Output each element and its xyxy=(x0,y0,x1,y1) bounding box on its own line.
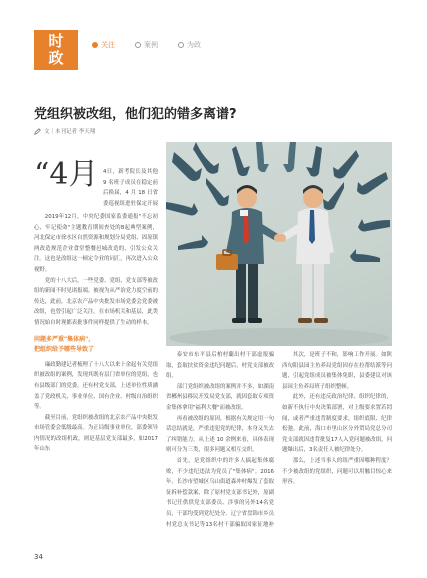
nav-item-governance[interactable] xyxy=(178,40,201,50)
section-tab xyxy=(34,30,78,70)
col2-para-3: 再看被改组的原因，根据有关规定用一句话总结就是，严重违犯党的纪律，本身又失去了纠错能力。从上述 10 余例来看，具体表现则可分为三类，很多问题又相互交织。 xyxy=(166,415,274,454)
nav-item-focus[interactable] xyxy=(92,40,115,50)
nav-item-label: 为政 xyxy=(187,41,201,49)
pen-icon xyxy=(34,128,41,135)
nav-item-cases[interactable] xyxy=(135,40,158,50)
column-1 xyxy=(34,212,158,455)
section-label-line2: 政 xyxy=(48,49,64,67)
lead-big-date: 4月 xyxy=(49,157,99,192)
col2-para-6: 此外，还有违反政治纪律、组织纪律的，如新不执行中央决策部署，对上级要求置若罔闻，或者严重违背制度要求，组织底限、纪律松弛。此前，海口市里山区分外贸局党总分司党支部就因违背批复17人入党问题被改组，问题爆出后，3名责任人被纪律处分。 xyxy=(282,394,392,454)
article-title: 党组织被改组，他们犯的错多离谱? xyxy=(34,107,237,122)
col2-para-2: 部门党组织被改组的案例并不多，如湖南省郴州县移民开发局党支部，就因套取专项资金集体拿用"福利大餐"而被改组。 xyxy=(166,383,274,411)
author-line xyxy=(34,127,95,135)
lead-para-2: 党的十八大后，一些党委、党组、党支部等被改组的新闻不时见诸报端。被视为从严治党力度空前的传达，此前，北京农产品中央批发市场党委会党委被改组，也曾引起广泛关注。在市场机关和基层，此类情况始自时现都表批事件同样提供了生动的样本。 xyxy=(34,277,159,326)
circle-bullet-icon xyxy=(135,42,141,48)
section-nav xyxy=(92,40,201,50)
col1-para-1: 廉政勤建记者梳理了十八大以来十余起有关党组织被改组的案例，发现其既有层门省单位的党组，也有县级部门的党委，还有村党支部，上述单位性质涵盖了党政机关、事业单位、国有企业、村级自治组织等。 xyxy=(34,361,159,411)
subhead-line-1: 问题多严重"集体病"， xyxy=(34,335,95,343)
lead-rest: 4日，新考院长及其他 9 名班子成员在稳定前后换届，4 月 18 日省委巡视组进驻保定开展 xyxy=(103,169,158,207)
lead-quote-mark: “ xyxy=(34,157,50,192)
lead-text-right xyxy=(103,167,158,209)
col2-para-7: 那么，上述当事人的组严重因哪种程度？不少被改组的党组织，问题可以用触目惊心来形容。 xyxy=(282,457,392,486)
nav-item-label: 关注 xyxy=(101,41,115,49)
col1-para-2: 截至目前，党组织被改组的北京农产品中央批发市场管委会低级最高。为正局级事业单位，部委领导内情况的改组机政，则是基层党支部最多，如2017年山东 xyxy=(34,414,159,453)
business-handshake-illustration xyxy=(166,142,392,346)
page-number: 34 xyxy=(34,553,43,561)
hero-illustration xyxy=(166,142,392,346)
column-2 xyxy=(166,350,274,530)
column-3 xyxy=(282,350,392,488)
nav-item-label: 案例 xyxy=(144,41,158,49)
circle-bullet-icon xyxy=(178,42,184,48)
lead-big-text xyxy=(34,157,99,192)
subhead-line-2: 把组织给予哪些导致了 xyxy=(34,346,95,354)
author-text: 文｜本刊记者 李天翔 xyxy=(44,129,96,135)
col2-para-5: 其次，是班子不和，影响工作开展。如陕西旬阳县园主鱼养局党组因存在拉帮结派等问题，引起党组成员被集体免职，县委建议对该县园主鱼养局班子组织整顿。 xyxy=(282,352,392,390)
lead-para-1: 2019年12月，中央纪委国家监委通报"不忘初心、牢记使命"主题教育期间查处的8起典型案例，河北保定市徐水区自然资源和规划分局党组、固原镇两改造规范企业食堂整餐邑城改造的，引发公众关注。这也是改组这一顿定令业的词汇，再次进入公众视野。 xyxy=(34,214,158,273)
circle-bullet-icon xyxy=(92,42,98,48)
col2-para-4: 首先，是党组织中的许多人搞起集体腐败，不少违纪违法为党员了"集体病"。2016年，长沙市望城区乌山街道森冲村爆发了套取征拆补偿款案，除了原村党支部书记外，原副书记任供供党支部委员、涉事的另外14名党员，干部均受到党纪处分。辽宁省盘锦市乡员村党总支书记等13名村干部骗取国家征地补 xyxy=(166,457,274,528)
section-label-line1: 时 xyxy=(48,32,64,50)
col2-para-1: 泰安市东平县后柏村蘭出村干部虚报骗取，套取扶贫资金违纪问题后，村党支部被改组。 xyxy=(166,352,274,380)
